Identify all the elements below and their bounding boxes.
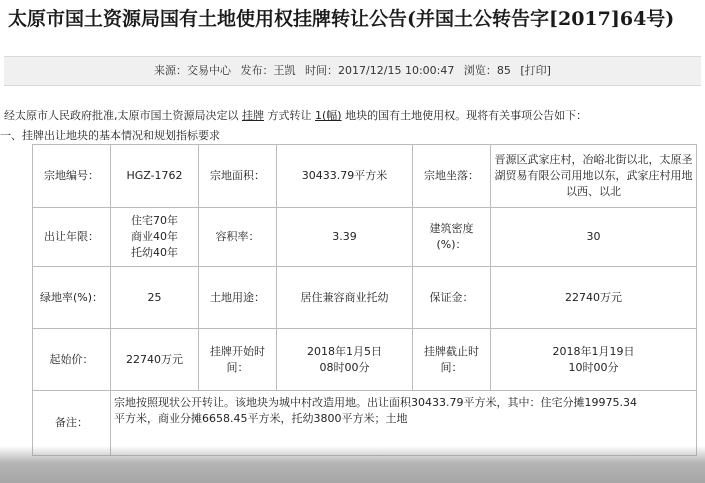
starting-price-value: 22740万元 [111, 329, 199, 391]
lease-term-kindergarten: 托幼40年 [131, 246, 178, 259]
building-density-value: 30 [491, 208, 697, 267]
listing-end-label: 挂牌截止时间： [413, 329, 491, 391]
table-row [33, 267, 697, 329]
parcel-number-value: HGZ-1762 [111, 145, 199, 208]
print-link[interactable]: [打印] [520, 64, 551, 77]
lease-term-commercial: 商业40年 [131, 230, 178, 243]
article-meta-bar [4, 56, 701, 86]
deposit-label: 保证金： [413, 267, 491, 329]
source-label: 来源：交易中心 [154, 64, 232, 77]
intro-text-after: 地块的国有土地使用权。现将有关事项公告如下： [345, 109, 588, 122]
listing-start-value [277, 329, 413, 391]
parcel-number-label: 宗地编号： [33, 145, 111, 208]
intro-paragraph [4, 107, 704, 123]
listing-end-value [491, 329, 697, 391]
intro-count: 1(幅) [315, 109, 342, 122]
remarks-label: 备注： [33, 391, 111, 456]
listing-start-label: 挂牌开始时间： [199, 329, 277, 391]
plot-ratio-label: 容积率： [199, 208, 277, 267]
listing-start-date: 2018年1月5日 [307, 344, 382, 358]
page-title: 太原市国土资源局国有土地使用权挂牌转让公告(并国土公转告字[2017]64号) [8, 8, 675, 30]
building-density-label: 建筑密度(%)： [413, 208, 491, 267]
lease-term-value [111, 208, 199, 267]
green-ratio-label: 绿地率(%)： [33, 267, 111, 329]
green-ratio-value: 25 [111, 267, 199, 329]
lease-term-label: 出让年限： [33, 208, 111, 267]
parcel-location-value: 晋源区武家庄村，冶峪北街以北，太原圣湖贸易有限公司用地以东，武家庄村用地以西、以北 [491, 145, 697, 208]
time-label: 时间：2017/12/15 10:00:47 [305, 64, 455, 77]
table-row [33, 208, 697, 267]
parcel-area-value: 30433.79平方米 [277, 145, 413, 208]
views-label: 浏览：85 [463, 64, 511, 77]
intro-method: 挂牌 [242, 109, 264, 122]
intro-text-before: 经太原市人民政府批准,太原市国土资源局决定以 [4, 109, 239, 122]
remarks-line-1: 宗地按照现状公开转让。该地块为城中村改造用地。出让面积30433.79平方米，其中：住宅分摊19975.34 [114, 396, 637, 409]
deposit-value: 22740万元 [491, 267, 697, 329]
land-info-table [32, 144, 697, 456]
plot-ratio-value: 3.39 [277, 208, 413, 267]
remarks-line-2: 平方米，商业分摊6658.45平方米，托幼3800平方米；土地 [114, 412, 408, 425]
listing-start-time: 08时00分 [319, 360, 370, 374]
starting-price-label: 起始价： [33, 329, 111, 391]
lease-term-residential: 住宅70年 [131, 214, 178, 227]
parcel-location-label: 宗地坐落： [413, 145, 491, 208]
listing-end-time: 10时00分 [568, 360, 619, 374]
land-use-value: 居住兼容商业托幼 [277, 267, 413, 329]
table-row [33, 145, 697, 208]
land-use-label: 土地用途： [199, 267, 277, 329]
intro-text-mid: 方式转让 [267, 109, 312, 122]
publisher-label: 发布：王凯 [240, 64, 296, 77]
section-heading: 一、挂牌出让地块的基本情况和规划指标要求 [0, 129, 220, 142]
table-row [33, 329, 697, 391]
parcel-area-label: 宗地面积： [199, 145, 277, 208]
listing-end-date: 2018年1月19日 [552, 344, 635, 358]
bottom-fade-overlay [0, 446, 705, 483]
